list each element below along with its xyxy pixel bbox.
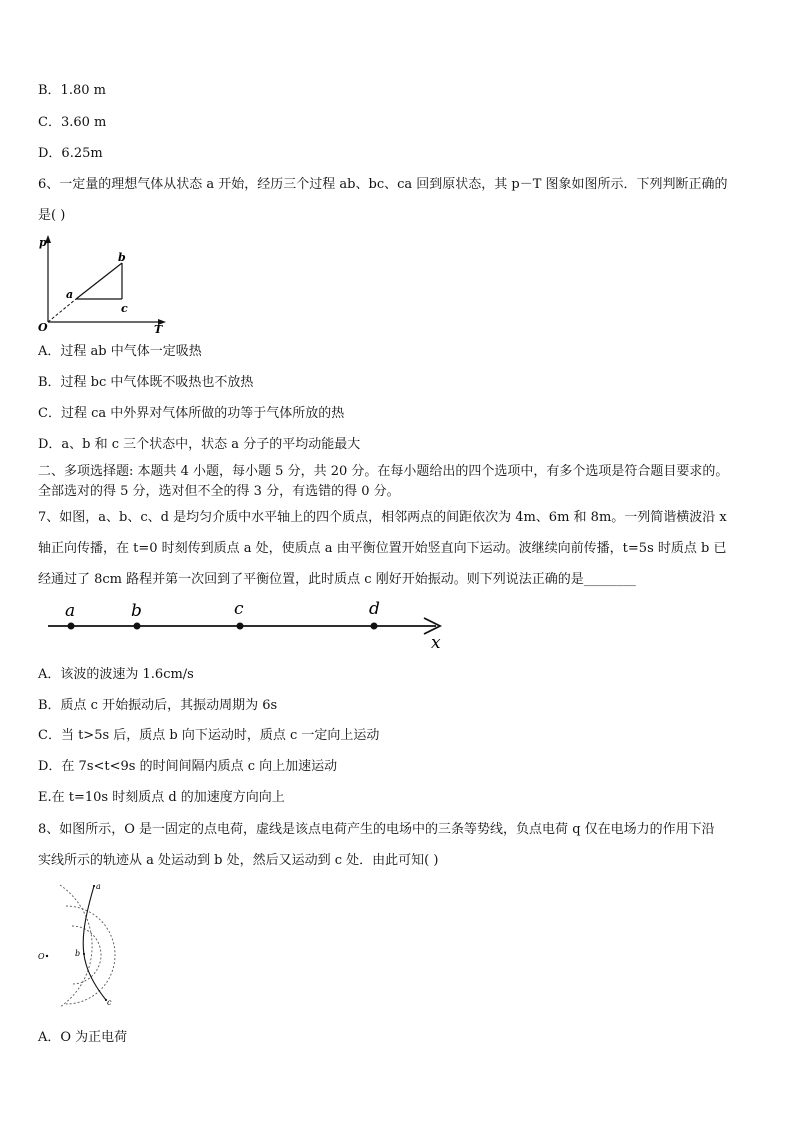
q6-option-d: D．a、b 和 c 三个状态中，状态 a 分子的平均动能最大	[38, 437, 361, 452]
q7-option-c: C．当 t>5s 后，质点 b 向下运动时，质点 c 一定向上运动	[38, 728, 380, 743]
q5-option-b: B．1.80 m	[38, 83, 106, 98]
q5-option-c: C．3.60 m	[38, 115, 107, 130]
q8-point-b-label: b	[75, 949, 81, 958]
q8-point-c-label: c	[107, 998, 112, 1007]
q7-stem-line-3: 经通过了 8cm 路程并第一次回到了平衡位置，此时质点 c 刚好开始振动。则下列说法正确的是________	[38, 572, 636, 587]
q6-axis-p-label: p	[39, 236, 47, 249]
q6-origin-label: O	[38, 321, 48, 334]
q7-point-b-label: b	[131, 601, 142, 621]
q7-point-d-label: d	[369, 599, 380, 619]
q5-option-d: D．6.25m	[38, 146, 103, 161]
q7-point-c-label: c	[234, 599, 244, 619]
q6-option-b: B．过程 bc 中气体既不吸热也不放热	[38, 375, 254, 390]
q6-point-a-label: a	[66, 288, 74, 301]
section2-instructions-line-2: 全部选对的得 5 分，选对但不全的得 3 分，有选错的得 0 分。	[38, 484, 400, 499]
q7-option-d: D．在 7s<t<9s 的时间间隔内质点 c 向上加速运动	[38, 759, 338, 774]
q6-point-b-label: b	[118, 251, 126, 264]
q7-axis-x-label: x	[431, 633, 441, 653]
q8-stem-line-2: 实线所示的轨迹从 a 处运动到 b 处，然后又运动到 c 处．由此可知( )	[38, 853, 439, 868]
q6-option-a: A．过程 ab 中气体一定吸热	[38, 344, 202, 359]
q7-option-e: E.在 t=10s 时刻质点 d 的加速度方向向上	[38, 790, 285, 805]
q6-point-c-label: c	[121, 302, 128, 315]
q7-wave-axis-figure	[40, 598, 460, 654]
q8-charge-o-label: O	[38, 952, 45, 961]
q6-axis-t-label: T	[154, 323, 163, 334]
q7-stem-line-1: 7、如图，a、b、c、d 是均匀介质中水平轴上的四个质点，相邻两点的间距依次为 4m、6m 和 8m。一列简谐横波沿 x	[38, 510, 727, 525]
q8-stem-line-1: 8、如图所示，O 是一固定的点电荷，虚线是该点电荷产生的电场中的三条等势线，负点电荷 q 仅在电场力的作用下沿	[38, 822, 715, 837]
q8-equipotential-figure	[34, 880, 144, 1008]
q8-option-a: A．O 为正电荷	[38, 1030, 128, 1045]
section2-instructions-line-1: 二、多项选择题: 本题共 4 小题，每小题 5 分，共 20 分。在每小题给出的四个选项中，有多个选项是符合题目要求的。	[38, 464, 729, 479]
q7-option-a: A．该波的波速为 1.6cm/s	[38, 667, 194, 682]
q6-pt-graph	[34, 232, 174, 334]
q6-option-c: C．过程 ca 中外界对气体所做的功等于气体所放的热	[38, 406, 345, 421]
q6-stem-line-2: 是( )	[38, 208, 66, 223]
q7-point-a-label: a	[65, 601, 76, 621]
q8-point-a-label: a	[96, 882, 101, 891]
q7-option-b: B．质点 c 开始振动后，其振动周期为 6s	[38, 698, 278, 713]
q7-stem-line-2: 轴正向传播，在 t=0 时刻传到质点 a 处，使质点 a 由平衡位置开始竖直向下运动。波继续向前传播，t=5s 时质点 b 已	[38, 541, 727, 556]
q6-stem-line-1: 6、一定量的理想气体从状态 a 开始，经历三个过程 ab、bc、ca 回到原状态，其 p－T 图象如图所示．下列判断正确的	[38, 177, 728, 192]
